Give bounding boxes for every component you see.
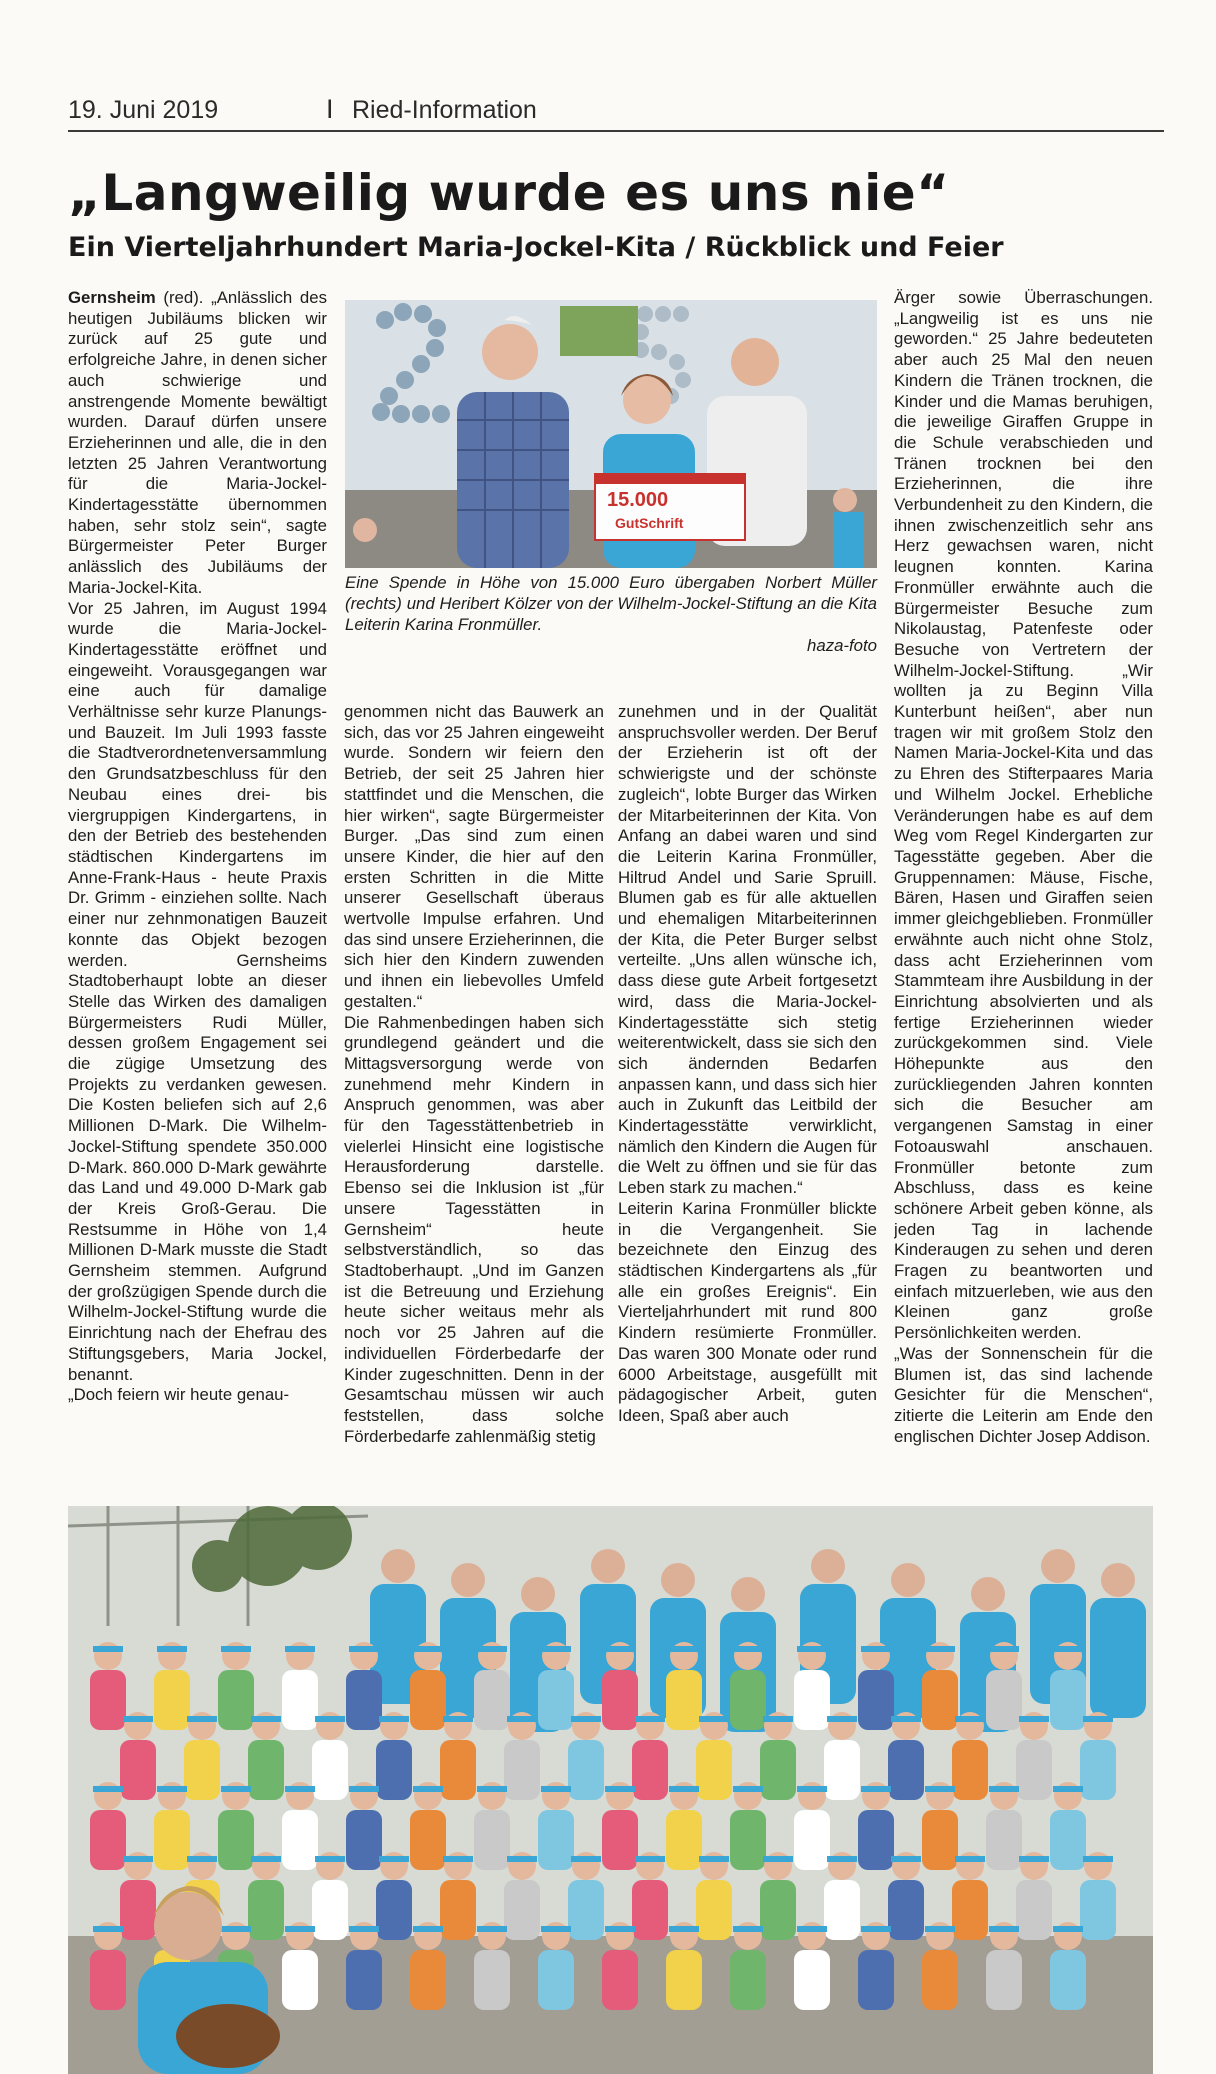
child: [794, 1782, 830, 1870]
child: [90, 1642, 126, 1730]
child: [218, 1642, 254, 1730]
child: [346, 1782, 382, 1870]
child: [858, 1922, 894, 2010]
cheque-handover-illustration: [345, 300, 877, 568]
child: [632, 1712, 668, 1800]
child: [376, 1852, 412, 1940]
child: [248, 1852, 284, 1940]
section-name: Ried-Information: [352, 96, 537, 124]
child: [858, 1642, 894, 1730]
cheque-amount: 15.000: [607, 489, 669, 511]
child: [568, 1712, 604, 1800]
child: [666, 1782, 702, 1870]
child: [602, 1922, 638, 2010]
child: [120, 1852, 156, 1940]
child: [858, 1782, 894, 1870]
child: [730, 1922, 766, 2010]
child: [282, 1642, 318, 1730]
child: [760, 1852, 796, 1940]
paragraph: Leiterin Karina Fronmüller blickte in die Vergangenheit. Sie bezeichnete den Einzug des städtischen Kindergartens als „für alle ein großes Ereignis“. Ein Vierteljahrhundert mit rund 800 Kindern resümierte Fronmüller. Das waren 300 Monate oder rund 6000 Arbeitstage, ausgefüllt mit pädagogischer Arbeit, guten Ideen, Spaß aber auch: [618, 1198, 877, 1425]
child: [376, 1712, 412, 1800]
article-column-4: [894, 288, 1153, 1488]
article-column-1: [68, 288, 327, 1488]
photo-caption: [345, 572, 877, 656]
child: [440, 1712, 476, 1800]
child: [568, 1852, 604, 1940]
child: [248, 1712, 284, 1800]
lead-paragraph: [68, 288, 327, 599]
child: [1050, 1782, 1086, 1870]
dateline: Gernsheim: [68, 288, 156, 307]
child: [1050, 1642, 1086, 1730]
paragraph: zunehmen und in der Qualität anspruchsvoller werden. Der Beruf der Erzieherin ist oft der schwierigste und der schönste zugleich“, lobte Burger das Wirken der Mitarbeiterinnen der Kita. Von Anfang an dabei waren und sind die Leiterin Karina Fronmüller, Hiltrud Andel und Sarie Spruill. Blumen gab es für alle aktuellen und ehemaligen Mitarbeiterinnen der Kita, die Peter Burger selbst verteilte. „Uns allen wünsche ich, dass diese gute Arbeit fortgesetzt wird, dass die Maria-Jockel-Kindertagesstätte sich stetig weiterentwickelt, dass sie sich den sich ändernden Bedarfen anpassen kann, und dass sich hier auch in Zukunft das Leitbild der Kindertagesstätte verwirklicht, nämlich den Kindern die Augen für die Welt zu öffnen und sie für das Leben stark zu machen.“: [618, 702, 877, 1198]
child: [922, 1782, 958, 1870]
child: [1050, 1922, 1086, 2010]
children-singing-photo: [68, 1506, 1153, 2074]
child: [410, 1642, 446, 1730]
child: [952, 1712, 988, 1800]
photo-credit: haza-foto: [807, 636, 877, 655]
child: [312, 1712, 348, 1800]
wall-poster: [560, 306, 638, 356]
child: [888, 1712, 924, 1800]
child: [824, 1852, 860, 1940]
child: [120, 1712, 156, 1800]
child: [218, 1782, 254, 1870]
paragraph: Vor 25 Jahren, im August 1994 wurde die Maria-Jockel-Kindertagesstätte eröffnet und eingeweiht. Vorausgegangen war eine auch für damalige Verhältnisse sehr kurze Planungs- und Bauzeit. Im Juli 1993 fasste die Stadtverordnetenversammlung den Grundsatzbeschluss für den Neubau eines drei- bis viergruppigen Kindergartens, in den der Betrieb des bestehenden städtischen Kindergartens im Anne-Frank-Haus - heute Praxis Dr. Grimm - einziehen sollte. Nach einer nur zehnmonatigen Bauzeit konnte das Objekt bezogen werden. Gernsheims Stadtoberhaupt lobte an dieser Stelle das Wirken des damaligen Bürgermeisters Rudi Müller, dessen großem Engagement sei die zügige Umsetzung des Projekts zu verdanken gewesen. Die Kosten beliefen sich auf 2,6 Millionen D-Mark. Die Wilhelm-Jockel-Stiftung spendete 350.000 D-Mark. 860.000 D-Mark gewährte das Land und 49.000 D-Mark gab der Kreis Groß-Gerau. Die Restsumme in Höhe von 1,4 Millionen D-Mark musste die Stadt Gernsheim stemmen. Aufgrund der großzügigen Spende durch die Wilhelm-Jockel-Stiftung wurde die Einrichtung nach der Ehefrau des Stiftungsgebers, Maria Jockel, benannt.: [68, 598, 327, 1384]
child: [696, 1712, 732, 1800]
child: [410, 1782, 446, 1870]
child: [282, 1782, 318, 1870]
paragraph: Ärger sowie Überraschungen. „Langweilig ist es uns nie geworden.“ 25 Jahre bedeuteten aber auch 25 Mal den neuen Kindern die Tränen trocknen, die Kinder und die Mamas beruhigen, die jeweilige Giraffen Gruppe in die Schule verabschieden und Tränen trocknen bei den Erzieherinnen, die ihre Verbundenheit zu den Kindern, die ihnen zwischenzeitlich sehr ans Herz gewachsen waren, nicht leugnen konnten. Karina Fronmüller erwähnte auch die Bürgermeister Besuche zum Nikolaustag, Patenfeste oder Besuche von Vertretern der Wilhelm-Jockel-Stiftung. „Wir wollten ja zu Beginn Villa Kunterbunt heißen“, aber nun tragen wir mit großem Stolz den Namen Maria-Jockel-Kita und das zu Ehren des Stifterpaares Maria und Wilhelm Jockel. Erhebliche Veränderungen habe es auf dem Weg vom Regel Kindergarten zur Tagesstätte gegeben. Aber die Gruppennamen: Mäuse, Fische, Bären, Hasen und Giraffen seien immer gleichgeblieben. Fronmüller erwähnte auch nicht ohne Stolz, dass acht Erzieherinnen vom Stammteam ihre Ausbildung in der Einrichtung absolvierten und als fertige Erzieherinnen wieder zurückgekommen sind. Viele Höhepunkte aus den zurückliegenden Jahren konnten sich die Besucher am vergangenen Samstag in einer Fotoauswahl anschauen. Fronmüller betonte zum Abschluss, dass es keine schönere Arbeit geben könne, als jeden Tag in lachende Kinderaugen zu sehen und deren Fragen zu beantworten und einfach mitzuerleben, wie aus den Kleinen ganz große Persönlichkeiten werden.: [894, 288, 1153, 1343]
child: [346, 1642, 382, 1730]
children-singing-illustration: [68, 1506, 1153, 2074]
child: [154, 1782, 190, 1870]
cheque-label: GutSchrift: [615, 515, 684, 531]
child: [632, 1852, 668, 1940]
child: [184, 1712, 220, 1800]
child: [1080, 1712, 1116, 1800]
headline: „Langweilig wurde es uns nie“: [68, 164, 950, 222]
child: [696, 1852, 732, 1940]
child: [1080, 1852, 1116, 1940]
child: [474, 1922, 510, 2010]
header-rule: [68, 130, 1164, 132]
child: [410, 1922, 446, 2010]
paragraph: genommen nicht das Bauwerk an sich, das vor 25 Jahren eingeweiht wurde. Sondern wir feiern den Betrieb, der seit 25 Jahren hier stattfindet und die Menschen, die hier wirken“, sagte Bürgermeister Burger. „Das sind zum einen unsere Kinder, die hier auf den ersten Schritten in die Mitte unserer Gesellschaft überaus wertvolle Impulse erfahren. Und das sind unsere Erzieherinnen, die sich hier den Kindern zuwenden und ihnen ein liebevolles Umfeld gestalten.“: [344, 702, 604, 1011]
child: [154, 1642, 190, 1730]
child: [440, 1852, 476, 1940]
child: [888, 1852, 924, 1940]
child: [760, 1712, 796, 1800]
caption-text: Eine Spende in Höhe von 15.000 Euro übergaben Norbert Müller (rechts) und Heribert Kölzer von der Wilhelm-Jockel-Stiftung an die Kita Leiterin Karina Fronmüller.: [345, 573, 877, 634]
child: [1016, 1712, 1052, 1800]
child: [282, 1922, 318, 2010]
child: [666, 1922, 702, 2010]
child: [90, 1782, 126, 1870]
child: [538, 1642, 574, 1730]
child: [504, 1852, 540, 1940]
child: [986, 1782, 1022, 1870]
paragraph: Die Rahmenbedingen haben sich grundlegend geändert und die Mittagsversorgung werde von zunehmend mehr Kindern in Anspruch genommen, was aber für den Tagesstättenbetrieb in vielerlei Hinsicht eine logistische Herausforderung darstelle. Ebenso sei die Inklusion ist „für unsere Tagesstätten in Gernsheim“ heute selbstverständlich, so das Stadtoberhaupt. „Und im Ganzen ist die Betreuung und Erziehung heute sicher weitaus mehr als noch vor 25 Jahren auf die individuellen Förderbedarfe der Kinder zugeschnitten. Denn in der Gesamtschau müssen wir auch feststellen, dass solche Förderbedarfe zahlenmäßig stetig: [344, 1012, 604, 1446]
subheadline: Ein Vierteljahrhundert Maria-Jockel-Kita / Rückblick und Feier: [68, 232, 1004, 263]
cheque-handover-photo: [345, 300, 877, 568]
child: [730, 1782, 766, 1870]
page-header: [68, 96, 1164, 130]
child: [794, 1922, 830, 2010]
child: [952, 1852, 988, 1940]
paragraph: „Was der Sonnenschein für die Blumen ist, das sind lachende Gesichter für die Menschen“, zitierte die Leiterin am Ende den englischen Dichter Josep Addison.: [894, 1343, 1153, 1446]
header-separator: I: [326, 94, 334, 124]
child: [602, 1782, 638, 1870]
child: [346, 1922, 382, 2010]
lead-text: (red). „Anlässlich des heutigen Jubiläums blicken wir zurück auf 25 gute und erfolgreiche Jahre, in denen sicher auch schwierige und anstrengende Momente bewältigt wurden. Darauf dürfen unsere Erzieherinnen und alle, die in den letzten 25 Jahren Verantwortung für die Maria-Jockel-Kindertagesstätte übernommen haben, sehr stolz sein“, sagte Bürgermeister Peter Burger anlässlich des Jubiläums der Maria-Jockel-Kita.: [68, 288, 327, 597]
child: [730, 1642, 766, 1730]
child: [1016, 1852, 1052, 1940]
child: [538, 1782, 574, 1870]
donation-cheque: [595, 474, 745, 540]
article-column-3: [618, 702, 877, 1488]
child: [90, 1922, 126, 2010]
paragraph: „Doch feiern wir heute genau-: [68, 1385, 290, 1405]
child: [474, 1782, 510, 1870]
child: [824, 1712, 860, 1800]
article-column-2: [344, 702, 604, 1488]
child: [312, 1852, 348, 1940]
child: [504, 1712, 540, 1800]
child: [922, 1642, 958, 1730]
child: [794, 1642, 830, 1730]
issue-date: 19. Juni 2019: [68, 96, 219, 124]
child: [922, 1922, 958, 2010]
child: [986, 1922, 1022, 2010]
child: [474, 1642, 510, 1730]
child: [602, 1642, 638, 1730]
child: [538, 1922, 574, 2010]
child: [666, 1642, 702, 1730]
child: [986, 1642, 1022, 1730]
